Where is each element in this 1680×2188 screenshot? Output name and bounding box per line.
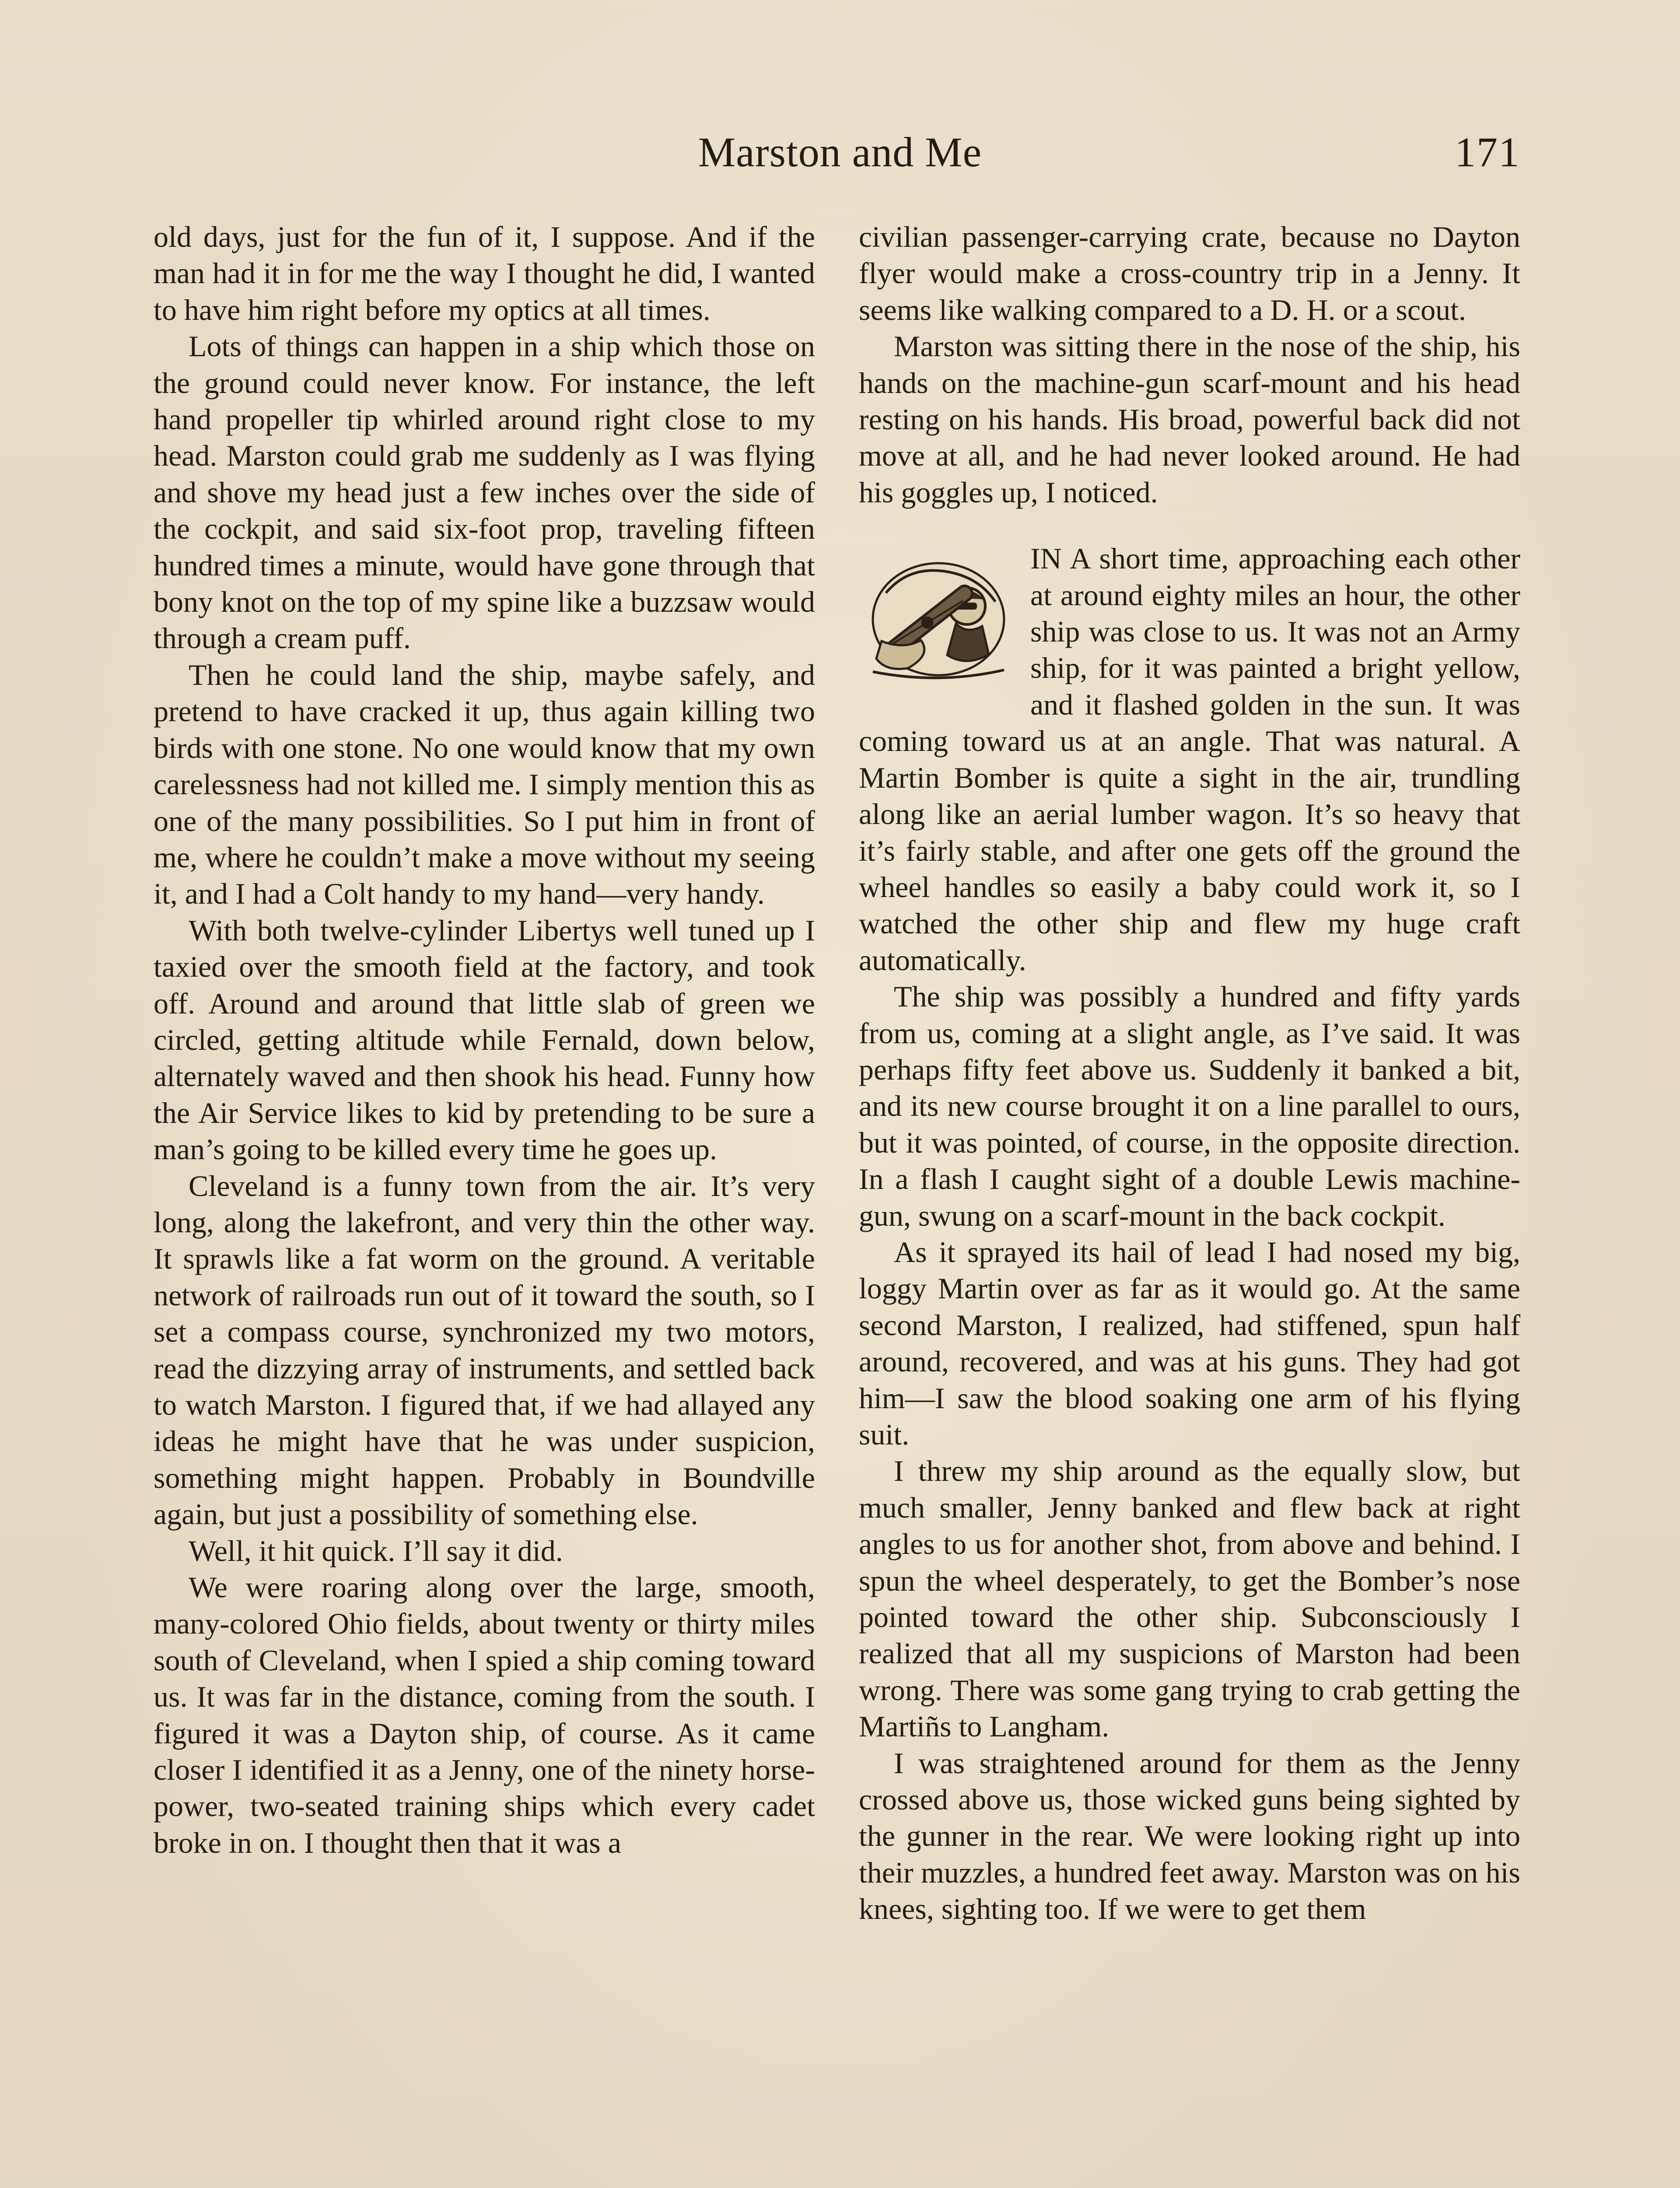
paragraph: civilian passenger-carrying crate, because no Dayton flyer would make a cross-country trip in a Jenny. It seems like walking compared to a D. H. or a scout. — [859, 220, 1520, 326]
paragraph: Marston was sitting there in the nose of the ship, his hands on the machine-gun scarf-mount and his head resting on his hands. His broad, powerful back did not move at all, and he had never looked around. He had his goggles up, I noticed. — [859, 330, 1520, 509]
running-head: Marston and Me — [698, 129, 982, 175]
dropcap-paragraph-block — [859, 540, 1520, 978]
paragraph: Cleveland is a funny town from the air. It’s very long, along the lakefront, and very thin the other way. It sprawls like a fat worm on the ground. A veritable network of railroads run out of it toward the south, so I set a compass course, synchronized my two motors, read the dizzying array of instruments, and settled back to watch Marston. I figured that, if we had allayed any ideas he might have that he was under suspicion, something might happen. Probably in Boundville again, but just a possibility of something else. — [154, 1169, 815, 1531]
paragraph: Lots of things can happen in a ship which those on the ground could never know. For instance, the left hand propeller tip whirled around right close to my head. Marston could grab me suddenly as I was flying and shove my head just a few inches over the side of the cockpit, and said six-foot prop, traveling fifteen hundred times a minute, would have gone through that bony knot on the top of my spine like a buzzsaw would through a cream puff. — [154, 330, 815, 655]
dropcap-paragraph: IN A short time, approaching each other at around eighty miles an hour, the other ship was close to us. It was not an Army ship, for it was painted a bright yellow, and it flashed golden in the sun. It was coming toward us at an angle. That was natural. A Martin Bomber is quite a sight in the air, trundling along like an aerial lumber wagon. It’s so heavy that it’s fairly stable, and after one gets off the ground the wheel handles so easily a baby could work it, so I watched the other ship and flew my huge craft automatically. — [859, 542, 1520, 977]
paragraph: Well, it hit quick. I’ll say it did. — [189, 1534, 563, 1567]
right-column — [859, 219, 1520, 1928]
paragraph: We were roaring along over the large, smooth, many-colored Ohio fields, about twenty or thirty miles south of Cleveland, when I spied a ship coming toward us. It was far in the distance, coming from the south. I figured it was a Dayton ship, of course. As it came closer I identified it as a Jenny, one of the ninety horse-power, two-seated training ships which every cadet broke in on. I thought then that it was a — [154, 1571, 815, 1859]
paragraph: The ship was possibly a hundred and fifty yards from us, coming at a slight angle, as I’ve said. It was perhaps fifty feet above us. Suddenly it banked a bit, and its new course brought it on a line parallel to ours, but it was pointed, of course, in the opposite direction. In a flash I caught sight of a double Lewis machine-gun, swung on a scarf-mount in the back cockpit. — [859, 980, 1520, 1232]
page-number: 171 — [1455, 129, 1520, 175]
paragraph: I threw my ship around as the equally slow, but much smaller, Jenny banked and flew back at right angles to us for another shot, from above and behind. I spun the wheel desperately, to get the Bomber’s nose pointed toward the other ship. Subconsciously I realized that all my suspicions of Marston had been wrong. There was some gang trying to crab getting the Martiñs to Langham. — [859, 1454, 1520, 1743]
paragraph: As it sprayed its hail of lead I had nosed my big, loggy Martin over as far as it would go. At the same second Marston, I realized, had stiffened, spun half around, recovered, and was at his guns. They had got him—I saw the blood soaking one arm of his flying suit. — [859, 1235, 1520, 1451]
paragraph: Then he could land the ship, maybe safely, and pretend to have cracked it up, thus again killing two birds with one stone. No one would know that my own carelessness had not killed me. I simply mention this as one of the many possibilities. So I put him in front of me, where he couldn’t make a move without my seeing it, and I had a Colt handy to my hand—very handy. — [154, 658, 815, 911]
left-column — [154, 219, 815, 1861]
paragraph: I was straightened around for them as the Jenny crossed above us, those wicked guns being sighted by the gunner in the rear. We were looking right up into their muzzles, a hundred feet away. Marston was on his knees, sighting too. If we were to get them — [859, 1746, 1520, 1926]
dropcap-illustration-icon — [859, 540, 1022, 689]
paragraph: old days, just for the fun of it, I suppose. And if the man had it in for me the way I thought he did, I wanted to have him right before my optics at all times. — [154, 220, 815, 326]
paragraph: With both twelve-cylinder Libertys well tuned up I taxied over the smooth field at the factory, and took off. Around and around that little slab of green we circled, getting altitude while Fernald, down below, alternately waved and then shook his head. Funny how the Air Service likes to kid by pretending to be sure a man’s going to be killed every time he goes up. — [154, 913, 815, 1166]
